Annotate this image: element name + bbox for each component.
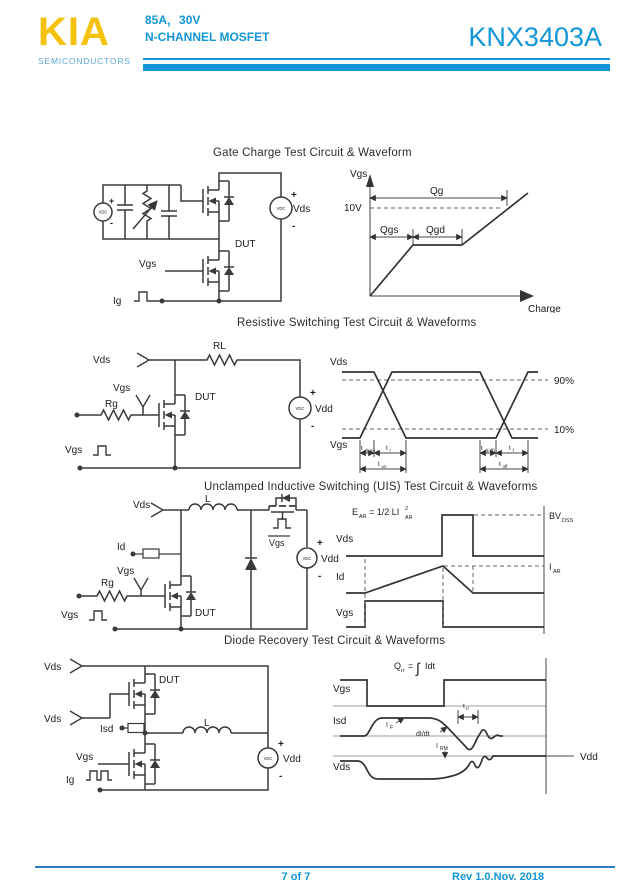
kia-logo: KIA — [38, 10, 110, 54]
qrr-base: Q — [394, 661, 402, 671]
ear-formula-sup: 2 — [405, 506, 409, 512]
plus-sign: + — [310, 388, 316, 399]
qrr-equals: = — [408, 661, 414, 671]
vds-mid-label: Vds — [44, 714, 62, 725]
resistive-wires — [75, 353, 311, 470]
trr-base: t — [463, 703, 465, 710]
vdd-label: Vdd — [315, 404, 333, 415]
resistive-circuit — [55, 333, 360, 478]
ten-volt-label: 10V — [344, 203, 362, 214]
ig-label: Ig — [66, 775, 75, 786]
qrr-idt: Idt — [425, 661, 436, 671]
qgd-label: Qgd — [426, 225, 445, 236]
qgs-label: Qgs — [380, 225, 399, 236]
section-title-gate-charge: Gate Charge Test Circuit & Waveform — [213, 147, 412, 159]
vgs-trace-label: Vgs — [333, 684, 351, 695]
uis-waveform — [336, 494, 624, 636]
vds-trace-label: Vds — [336, 534, 354, 545]
vdd-label: Vdd — [283, 754, 301, 765]
vds-label: Vds — [133, 500, 151, 511]
vds-label: Vds — [293, 204, 311, 215]
part-number: KNX3403A — [468, 22, 602, 52]
dut-label: DUT — [195, 608, 216, 619]
vgs-clamp-label: Vgs — [269, 538, 285, 548]
iar-sub: AR — [553, 569, 561, 575]
ton-sub: on — [381, 464, 387, 469]
diode-recovery-waveform — [328, 646, 624, 808]
diode-recovery-plot — [333, 658, 574, 794]
vgs-trace-label: Vgs — [336, 608, 354, 619]
vgs-trace-label: Vgs — [330, 440, 348, 451]
header-rule-thin — [143, 58, 610, 60]
vds-trace-label: Vds — [330, 357, 348, 368]
footer-rule — [35, 866, 615, 868]
td-off-base: t — [481, 445, 483, 452]
inductor-label: L — [204, 718, 210, 729]
irm-base: I — [436, 743, 438, 750]
iar-base: I — [549, 562, 552, 572]
gate-charge-waveform — [330, 163, 622, 313]
integral-sign: ∫ — [416, 660, 420, 676]
rl-label: RL — [213, 341, 226, 352]
qg-label: Qg — [430, 186, 444, 197]
tr-sub: r — [389, 448, 391, 453]
toff-base: t — [499, 461, 501, 468]
ton-base: t — [378, 461, 380, 468]
rg-label: Rg — [101, 578, 114, 589]
vds-label: Vds — [93, 355, 111, 366]
isd-trace-label: Isd — [333, 716, 347, 727]
dut-label: DUT — [159, 675, 180, 686]
vdc-source-label: VDC — [302, 556, 312, 561]
td-on-sub: d(on) — [364, 448, 376, 453]
bvdss-sub: DSS — [562, 518, 574, 524]
spec-line-2: N-CHANNEL MOSFET — [145, 30, 270, 44]
dut-label: DUT — [235, 239, 256, 250]
vdc-source-label: VDC — [98, 209, 108, 215]
footer-revision: Rev 1.0.Nov. 2018 — [452, 871, 545, 883]
header-rule-thick — [143, 64, 610, 71]
irm-sub: RM — [440, 746, 448, 752]
vdd-label: Vdd — [321, 554, 339, 565]
vds-trace-label: Vds — [333, 762, 351, 773]
plus-sign: + — [291, 190, 297, 201]
gate-charge-wires — [94, 173, 292, 303]
ear-formula-sub2: AR — [405, 515, 413, 521]
tf-base: t — [509, 445, 511, 452]
ear-formula-rest: = 1/2 LI — [369, 507, 400, 517]
vds-top-label: Vds — [44, 662, 62, 673]
plus-sign: + — [109, 196, 115, 206]
toff-sub: off — [502, 464, 508, 469]
resistive-waveform — [330, 353, 624, 480]
spec-line-1: 85A，30V — [145, 13, 201, 27]
if-sub: F — [390, 725, 394, 731]
minus-sign: - — [311, 421, 315, 432]
didt-label: dI/dt — [416, 731, 430, 738]
minus-sign: - — [279, 771, 283, 782]
section-title-uis: Unclamped Inductive Switching (UIS) Test Circuit & Waveforms — [204, 481, 538, 493]
trr-sub: rr — [466, 706, 469, 711]
gate-charge-circuit — [85, 163, 315, 315]
ear-formula-base: E — [352, 507, 359, 517]
td-on-base: t — [361, 445, 363, 452]
footer-page-number: 7 of 7 — [281, 871, 311, 883]
vgs-axis-label: Vgs — [350, 169, 368, 180]
vgs-drive-label: Vgs — [61, 610, 79, 621]
uis-circuit — [55, 494, 345, 636]
minus-sign: - — [318, 571, 322, 582]
resistive-plot — [342, 372, 548, 473]
rg-label: Rg — [105, 399, 118, 410]
section-title-resistive: Resistive Switching Test Circuit & Waveforms — [237, 317, 477, 329]
gate-charge-plot — [366, 174, 534, 302]
minus-sign: - — [110, 218, 113, 228]
vdc-source-label: VDC — [295, 406, 305, 411]
vgs-drive-label: Vgs — [65, 445, 83, 456]
inductor-label: L — [205, 494, 211, 505]
ten-percent-label: 10% — [554, 425, 575, 436]
tr-base: t — [386, 445, 388, 452]
ig-label: Ig — [113, 296, 122, 307]
ninety-percent-label: 90% — [554, 376, 575, 387]
id-trace-label: Id — [336, 572, 345, 583]
vgs-label: Vgs — [76, 752, 94, 763]
dut-label: DUT — [195, 392, 216, 403]
plus-sign: + — [278, 739, 284, 750]
plus-sign: + — [317, 538, 323, 549]
vdd-level-label: Vdd — [580, 752, 598, 763]
td-off-sub: d(off) — [484, 448, 495, 453]
vdc-source-label: VDC — [263, 756, 273, 761]
isd-label: Isd — [100, 724, 114, 735]
vgs-label: Vgs — [139, 259, 157, 270]
if-base: I — [386, 722, 388, 729]
ear-formula-sub: AR — [359, 514, 367, 520]
diode-recovery-circuit — [40, 650, 340, 808]
vds-source-vdc-label: VDC — [276, 206, 286, 211]
minus-sign: - — [292, 221, 296, 232]
tf-sub: f — [512, 448, 514, 453]
vgs-probe-label: Vgs — [113, 383, 131, 394]
id-label: Id — [117, 542, 126, 553]
bvdss-base: BV — [549, 511, 562, 521]
vgs-probe-label: Vgs — [117, 566, 135, 577]
charge-axis-label: Charge — [528, 304, 561, 313]
uis-plot — [346, 506, 544, 634]
qrr-sub: rr — [401, 668, 405, 674]
section-title-diode: Diode Recovery Test Circuit & Waveforms — [224, 635, 446, 647]
kia-logo-subtext: SEMICONDUCTORS — [38, 56, 131, 66]
